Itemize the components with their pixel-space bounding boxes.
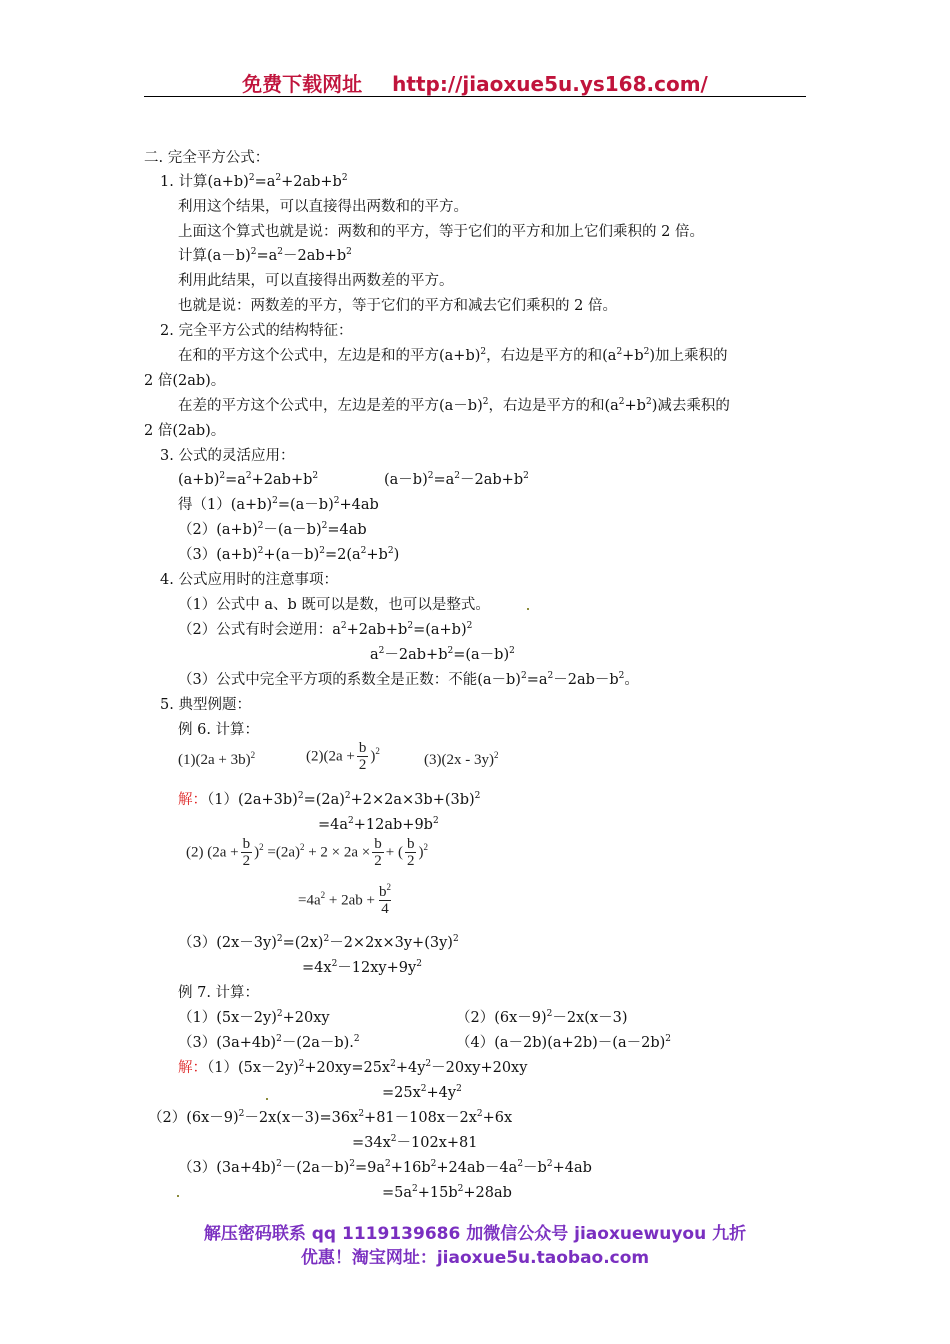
item-2: 2. 完全平方公式的结构特征： [160,323,353,339]
text-line: 计算$(a-b)^2=a^2-2ab+b^2$ [178,247,352,264]
solution-6-3: $(3)(2x-3y)^2=(2x)^2-2\times 2x\times 3y+(3y)^2$ [178,934,459,951]
stray-dot [177,1195,179,1197]
solution-7-3: $(3)(3a+4b)^2-(2a-b)^2=9a^2+16b^2+24ab-4a^2-b^2+4ab$ [178,1159,592,1176]
text-line: 也就是说：两数差的平方，等于它们的平方和减去它们乘积的 2 倍。 [178,298,617,314]
solution-6-1: 解：$(1)(2a+3b)^2=(2a)^2+2\times 2a\times 3b+(3b)^2$ [178,791,481,808]
page-header [0,68,950,97]
header-rule [144,96,806,97]
ex7-q1: $(1)(5x-2y)^2+20xy$ [178,1009,330,1026]
ex6-q3: (3)(2x - 3y)$^2$ [424,750,499,768]
solution-6-2b: $=4a^2 + 2ab$ + $\frac{b^2}{4}$ [298,882,391,917]
text-line: 利用这个结果，可以直接得出两数和的平方。 [178,199,468,215]
item-1: 1. 计算$(a+b)^2=a^2+2ab+b^2$ [160,173,348,190]
formula-line: 得$(1)(a+b)^2=(a-b)^2+4ab$ [178,496,379,513]
paragraph-line: 2 倍(2ab)。 [144,423,226,439]
example-7-title: 例 7. 计算： [178,985,260,1001]
solution-7-2: $(2)(6x-9)^2-2x(x-3)=36x^2+81-108x-2x^2+6x$ [148,1109,513,1126]
item-4: 4. 公式应用时的注意事项： [160,572,338,588]
item-3: 3. 公式的灵活应用： [160,448,295,464]
stray-dot [527,608,529,610]
note-line: $a^2-2ab+b^2=(a-b)^2$ [370,646,515,663]
text-line: 利用此结果，可以直接得出两数差的平方。 [178,273,454,289]
note-line: （1）公式中 a、b 既可以是数，也可以是整式。 [178,597,490,613]
ex6-q1: $(1)(2a + 3b)^2$ [178,750,256,768]
header-label: 免费下载网址 [242,72,363,96]
formula-diff: $(a-b)^2=a^2-2ab+b^2$ [384,471,529,488]
stray-dot [266,1098,268,1100]
solution-7-3b: $=5a^2+15b^2+28ab$ [382,1184,512,1201]
solution-6-1b: $=4a^2+12ab+9b^2$ [318,816,439,833]
formula-sum: $(a+b)^2=a^2+2ab+b^2$ [178,471,319,488]
formula-line: $(2)(a+b)^2-(a-b)^2=4ab$ [178,521,367,538]
formula-line: $(3)(a+b)^2+(a-b)^2=2(a^2+b^2)$ [178,546,400,563]
solution-7-2b: $=34x^2-102x+81$ [352,1134,478,1151]
paragraph-line: 在和的平方这个公式中，左边是和的平方$(a+b)^2$，右边是平方的和$(a^2+b^2)$加上乘积的 [178,347,728,364]
text-line: 上面这个算式也就是说：两数和的平方，等于它们的平方和加上它们乘积的 2 倍。 [178,224,704,240]
ex7-q4: $(4)(a-2b)(a+2b)-(a-2b)^2$ [456,1034,672,1051]
note-line: （3）公式中完全平方项的系数全是正数：不能$(a-b)^2=a^2-2ab-b^2$。 [178,671,639,688]
ex6-q2: (2)(2a + $\frac{b}{2}$ )$^2$ [306,740,380,773]
item-5: 5. 典型例题： [160,697,251,713]
note-line: （2）公式有时会逆用：$a^2+2ab+b^2=(a+b)^2$ [178,621,473,638]
footer-line-1: 解压密码联系 qq 1119139686 加微信公众号 jiaoxuewuyou 九折 [203,1224,747,1244]
solution-7-1b: $=25x^2+4y^2$ [382,1084,462,1101]
solution-6-2: (2) (2a + $\frac{b}{2}$ )$^2 =(2a)^2 + 2 \times 2a$ × $\frac{b}{2}$ + ( $\frac{b}{2}$ )$^2$ [186,836,428,869]
section-title: 二. 完全平方公式： [144,150,270,166]
example-6-title: 例 6. 计算： [178,722,260,738]
paragraph-line: 2 倍(2ab)。 [144,373,226,389]
solution-6-3b: $=4x^2-12xy+9y^2$ [302,959,422,976]
ex7-q2: $(2)(6x-9)^2-2x(x-3)$ [456,1009,628,1026]
paragraph-line: 在差的平方这个公式中，左边是差的平方$(a-b)^2$，右边是平方的和$(a^2+b^2)$减去乘积的 [178,397,730,414]
footer-line-2[interactable]: 优惠！淘宝网址：jiaoxue5u.taobao.com [300,1248,650,1268]
ex7-q3: $(3)(3a+4b)^2-(2a-b).^2$ [178,1034,360,1051]
header-url[interactable]: http://jiaoxue5u.ys168.com/ [392,72,708,96]
solution-7-1: 解：$(1)(5x-2y)^2+20xy=25x^2+4y^2-20xy+20xy$ [178,1059,528,1076]
